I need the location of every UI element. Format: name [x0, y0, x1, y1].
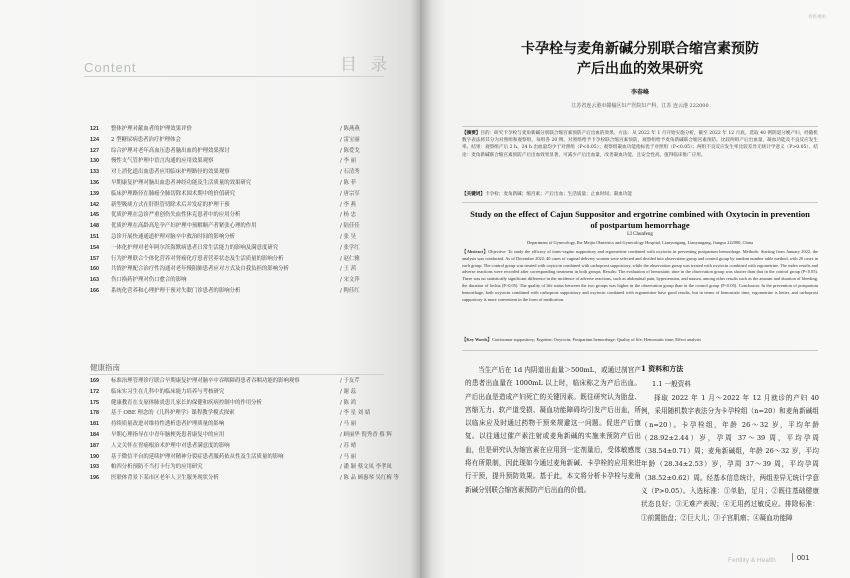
toc-entry: [90, 221, 384, 232]
abstract-zh-label: 【摘要】: [462, 131, 481, 136]
abstract-top-rule: [462, 126, 818, 127]
toc-page-number: 193: [90, 464, 99, 471]
toc-entry: [90, 189, 384, 200]
body-text-left-column: 当生产后在 1d 内阴道出血量＞500mL，或通过剖宫产的患者出血量在 1000mL 以上时，临床称之为产后出血。产后出血是造成产妇死亡的关键因素。既往研究认为胎盘、宫缩无力、软产道受损、凝血功能障碍均引发产后出血，所以临床应及时通过药物干预来规避这一问题。促进产后康复。以往通过催产素注射或麦角新碱的实施来预防产后出血，但是研究认为缩宫素在应用到一定剂量后，受体敏感度将有所限制，因此现如今通过麦角新碱、卡孕栓的应用来进行干预，提升预防效果。基于此，本文将分析卡孕栓与麦角新碱分别联合缩宫素预防产后出血的价值。: [465, 366, 641, 494]
left-page: [0, 0, 420, 578]
toc-entry-title: 优质护理在急诊严重创伤失血性休克患者中的应用分析: [111, 212, 241, 219]
toc-page-number: 148: [90, 223, 99, 230]
toc-page-number: 136: [90, 179, 99, 186]
toc-entry: [90, 387, 384, 398]
toc-page-number: 142: [90, 201, 99, 208]
toc-entry: [90, 398, 384, 409]
toc-page-number: 151: [90, 233, 99, 240]
toc-entry-author: / 李 丽: [340, 158, 357, 165]
toc-entry-author: / 李 燕: [340, 201, 357, 208]
article-author-zh: 李春峰: [630, 89, 649, 96]
toc-entry-author: / 陆佳佳: [340, 223, 360, 230]
toc-entry: [90, 275, 384, 286]
toc-entry-author: / 陈爱戈: [340, 147, 360, 154]
keywords-zh-label: 【关键词】: [462, 192, 485, 197]
toc-entry: [90, 167, 384, 178]
abstract-mid-rule: [462, 202, 818, 203]
toc-page-number: 163: [90, 277, 99, 284]
toc-entry-title: 人文关怀在胃癌根治术护理中对患者满意度的影响: [111, 442, 230, 449]
toc-entry-title: 医联体背景下某市区老年人卫生服务现状分析: [111, 475, 219, 482]
toc-entry-author: / 陈 鸿: [340, 399, 357, 406]
toc-page-number: 184: [90, 431, 99, 438]
toc-entry: [90, 210, 384, 221]
toc-entry-title: 临床护理路径在肺癌全肺切除术围术期中的价值研究: [111, 190, 235, 197]
article-title-zh: [455, 39, 825, 79]
toc-entry-title: 健康教育在支原体肺炎患儿家长的保健和疾病控制中的作用分析: [111, 399, 262, 406]
toc-page-number: 169: [90, 378, 99, 384]
toc-entry-title: 急诊开展快速通道护理对脑卒中救治时间的影响分析: [111, 233, 235, 240]
toc-entry-author: / 陈 菲: [340, 179, 357, 186]
toc-entry-author: / 顾丽华 倪秀香 蔡 辉: [340, 431, 392, 438]
toc-entry-title: 共情护理配合治疗性沟通对老年慢阻肺患者应对方式及自我负担的影响分析: [111, 266, 289, 273]
toc-entry-author: / 陈 品 顾惠琴 吴红梅 等: [340, 475, 399, 482]
health-section-title: 健康指南: [90, 363, 120, 372]
toc-entry-title: 综合护理对老年高血压患者脑出血的护理效果探讨: [111, 147, 230, 154]
article-author-en: LI Chunfeng: [627, 232, 653, 237]
toc-entry-title: 一体化护理对老年阿尔茨海默病患者日常生活能力的影响及满意度研究: [111, 244, 279, 251]
toc-page-number: 139: [90, 190, 99, 197]
toc-entry-author: / 杨 忠: [340, 212, 357, 219]
toc-page-number: 166: [90, 287, 99, 294]
toc-entry-title: 伤口换药护理对伤口愈合的影响: [111, 277, 187, 284]
toc-page-number: 154: [90, 244, 99, 251]
abstract-zh-text: 目的：研究卡孕栓与麦角新碱分别联合缩宫素预防产后出血的效果。方法：从 2022 年 1 月开始实施分析，截至 2022 年 12 月底，选取 40 例阴道分娩产妇，经随机数字表法将其分为对照组和观察组，每组各 20 例。对照组给予卡孕栓联合缩宫素预防，观察组给予麦角新碱联合缩宫素预防。比较两组产后出血量、凝血功能及不良反应发生率。结果：观察组产后 2 h、24 h 出血量均少于对照组（P<0.05）；观察组凝血功能指标优于对照组（P<0.05）；两组不良反应发生率比较差异无统计学意义（P>0.05）。结论：麦角新碱联合缩宫素预防产后出血效果显著，可减少产后出血量，改善凝血功能，且安全性高，值得临床推广应用。: [462, 131, 818, 158]
journal-section-tag: 名医视角: [808, 15, 826, 20]
toc-entry: [90, 441, 384, 452]
article-affiliation-en: Department of Gynecology, Ihe Meijia Obstetrics and Gynecology Hospital, Lianyungang, Lianyungang, Jiangsu 222000, China: [526, 240, 754, 245]
toc-entry-author: / 张 昊: [340, 233, 357, 240]
keywords-en-label: 【Key Words】: [462, 337, 492, 342]
footer-page-number: 001: [792, 553, 810, 562]
toc-entry-title: 行为护理联合个体化营养对肾癌化疗患者营养状态及生活质量的影响分析: [111, 255, 284, 262]
keywords-zh: [462, 191, 818, 198]
toc-page-number: 124: [90, 136, 99, 143]
keywords-zh-text: 卡孕栓；麦角新碱；缩宫素；产后出血；生活质量；止血时间；凝血功能: [484, 192, 632, 197]
toc-entry: [90, 462, 392, 473]
toc-entry-author: / 雷宝丽: [340, 136, 360, 143]
toc-page-number: 172: [90, 388, 99, 395]
toc-entry-author: / 宋文萍: [340, 277, 360, 284]
subsection-heading: 1.1 一般资料: [652, 380, 691, 388]
abstract-bottom-rule: [462, 350, 818, 351]
toc-entry: [90, 286, 384, 297]
toc-entry-title: 对上消化道出血患者应用临床护理路径的效果观察: [111, 169, 230, 176]
toc-entry-title: 临床实习生在儿科中的临床能力培养与考核研究: [111, 388, 225, 395]
toc-entry-author: / 马 丽: [340, 453, 357, 460]
toc-page-number: 187: [90, 442, 99, 449]
article-title-zh-line2: 产后出血的效果研究: [577, 61, 703, 77]
toc-entry-title: 帕四分析预防不当打卡行为的应用研究: [111, 464, 203, 471]
toc-entry: [90, 254, 384, 265]
toc-entry: [90, 264, 384, 275]
toc-page-number: 160: [90, 266, 99, 273]
abstract-en: [462, 249, 818, 303]
toc-entry: [90, 430, 392, 441]
book-spine-shadow: [410, 0, 432, 578]
toc-entry-author: / 苏 晴: [340, 442, 357, 449]
body-text-right-column: 择取 2022 年 1 月～2022 年 12 月就诊的产妇 40 例，采用随机数字表法分为卡孕栓组（n=20）和麦角新碱组（n=20）。卡孕栓组，年龄 26～32 岁，平均年龄（28.92±2.44）岁，孕周 37～39 周，平均孕周（38.54±0.71）周；麦角新碱组，年龄 26～32 岁，平均年龄（28.34±2.53）岁，孕周 37～39 周，平均孕周（38.52±0.62）周。经基本信息统计，两组差异无统计学意义（P>0.05）。入选标准：①单胎，足月；②既往基础健康状态良好；③无难产表现；④无用药过敏反应。排除标准：①前置胎盘；②巨大儿；③子宫肌瘤；④凝血功能障: [641, 394, 819, 522]
toc-entry-author: / 王 茜: [340, 266, 357, 273]
toc-entry: [90, 243, 384, 254]
article-affiliation-zh: 江苏省连云港市赣榆区妇产医院妇产科，江苏 连云港 222000: [571, 103, 709, 109]
toc-page-number: 181: [90, 421, 99, 428]
toc-entry: [90, 452, 384, 463]
toc-entry-author: / 陶佳红: [340, 287, 360, 294]
toc-entry-title: 标准治理管理诊疗联合早期康复护理对脑卒中吞咽障碍患者吞咽功能的影响观察: [111, 378, 300, 384]
toc-entry-title: 新型吸痰方式在肝胆管切除术后并发症的护理干预: [111, 201, 230, 208]
toc-entry-title: 基于微信平台的延续护理对精神分裂症患者服药依从性及生活质量的影响: [111, 453, 284, 460]
toc-page-number: 121: [90, 126, 99, 132]
toc-entry-title: 系统化营养和心理护理干预对失眠门诊患者的影响分析: [111, 287, 241, 294]
toc-entry: [90, 408, 384, 419]
toc-entry-title: 持续质量改进对维持性透析患者护理质量的影响: [111, 421, 225, 428]
contents-list: [90, 124, 384, 297]
toc-entry-author: / 马 丽: [340, 421, 357, 428]
health-contents-list: [90, 376, 399, 484]
abstract-en-text: Objective: To study the efficacy of trans-vagino suppository and ergometrine combined with oxytocin in preventing postpartum hemorrhage. Methods: Starting from January 2022, the analysis was conducted. As of December 2022, 40 cases of vaginal delivery women were selected and divided into observation group and control group by random number table method, with 20 cases in each group. The control group was treated with oxytocin combined with carboprost suppository, while the observation group was treated with oxytocin combined with ergometrine. The index results and adverse reactions were recorded after corresponding treatment in both groups. Results: The evaluation of hemostatic time in the observation group was shorter than that in the control group (P<0.05). There was no statistically significant difference in the incidence of adverse reactions, such as abdominal pain, hypertension, and nausea, among other results such as the amount and duration of bleeding, the duration of lochia (P>0.05). The quality of life status between the two groups was higher in the observation group than in the control group (P<0.05). Conclusion: In the prevention of postpartum hemorrhage, both oxytocin combined with carboprost suppository and oxytocin combined with ergometrine have good results, but in terms of hemostatic time, ergometrine is better, and carboprost suppository is more convenient in the form of medication.: [462, 249, 818, 302]
toc-page-number: 127: [90, 147, 99, 154]
toc-entry: [90, 200, 384, 211]
toc-entry: [90, 178, 384, 189]
toc-page-number: 145: [90, 212, 99, 219]
toc-page-number: 190: [90, 453, 99, 460]
keywords-en-text: Carcinomar suppository; Ergotine; Oxytocin; Postpartum hemorrhage; Quality of life; Hemostatic time; Effect analysis: [491, 337, 702, 342]
toc-entry-title: 基于 OBE 理念的《儿科护理学》课程教学模式探索: [111, 410, 235, 417]
contents-heading-en: Content: [84, 60, 137, 75]
toc-entry-title: 早期康复护理对脑出血患者神经功能及生活质量的效果研究: [111, 179, 252, 186]
toc-entry-title: 2 型糖尿病患者治疗护理体会: [111, 136, 181, 143]
toc-page-number: 178: [90, 410, 99, 417]
toc-entry: [90, 124, 384, 135]
abstract-en-label: 【Abstract】: [462, 249, 489, 254]
toc-entry-author: / 赵仁雅: [340, 255, 360, 262]
toc-entry-title: 早期心理指导在中青年脑梗死患者康复中的应用: [111, 431, 225, 438]
toc-page-number: 133: [90, 169, 99, 176]
keywords-en: [462, 337, 818, 344]
toc-entry-title: 整体护理对献血者的护理效果评价: [111, 126, 192, 132]
toc-page-number: 196: [90, 475, 99, 482]
toc-entry-author: / 于友芹: [340, 378, 360, 384]
toc-entry: [90, 473, 399, 484]
article-title-zh-line1: 卡孕栓与麦角新碱分别联合缩宫素预防: [521, 41, 759, 57]
toc-entry: [90, 135, 384, 146]
toc-page-number: 130: [90, 158, 99, 165]
toc-entry-author: / 张学红: [340, 244, 360, 251]
toc-entry: [90, 232, 384, 243]
toc-entry: [90, 419, 384, 430]
toc-page-number: 175: [90, 399, 99, 406]
toc-entry-title: 慢性支气管护理中语言沟通的应用效果观察: [111, 158, 214, 165]
contents-rule: [84, 76, 384, 77]
toc-entry-title: 优质护理在高龄高危孕产妇护理中预解顺产者紧张心理的作用: [111, 223, 257, 230]
abstract-zh: [462, 130, 818, 159]
toc-entry-author: / 唐宗军: [340, 190, 360, 197]
toc-entry-author: / 谢 蕊: [340, 388, 357, 395]
toc-entry-author: / 潘 颖 蔡文凤 李孝凤: [340, 464, 392, 471]
contents-heading-cn: 目 录: [340, 55, 392, 75]
toc-page-number: 157: [90, 255, 99, 262]
toc-entry-author: / 陈燕燕: [340, 126, 360, 132]
toc-entry: [90, 146, 384, 157]
section-heading: 1 资料和方法: [641, 364, 684, 373]
article-title-en: Study on the effect of Cajun Suppositor and ergotrine combined with Oxytocin in prevention of postpartum hemorrhage: [470, 209, 810, 230]
toc-entry-author: / 石清秀: [340, 169, 360, 176]
toc-entry: [90, 156, 384, 167]
toc-entry-author: / 李 星 刘 婧: [340, 410, 371, 417]
footer-journal-name: Fertility & Health: [728, 557, 776, 564]
toc-entry: [90, 376, 384, 387]
health-section-rule: [90, 374, 384, 375]
